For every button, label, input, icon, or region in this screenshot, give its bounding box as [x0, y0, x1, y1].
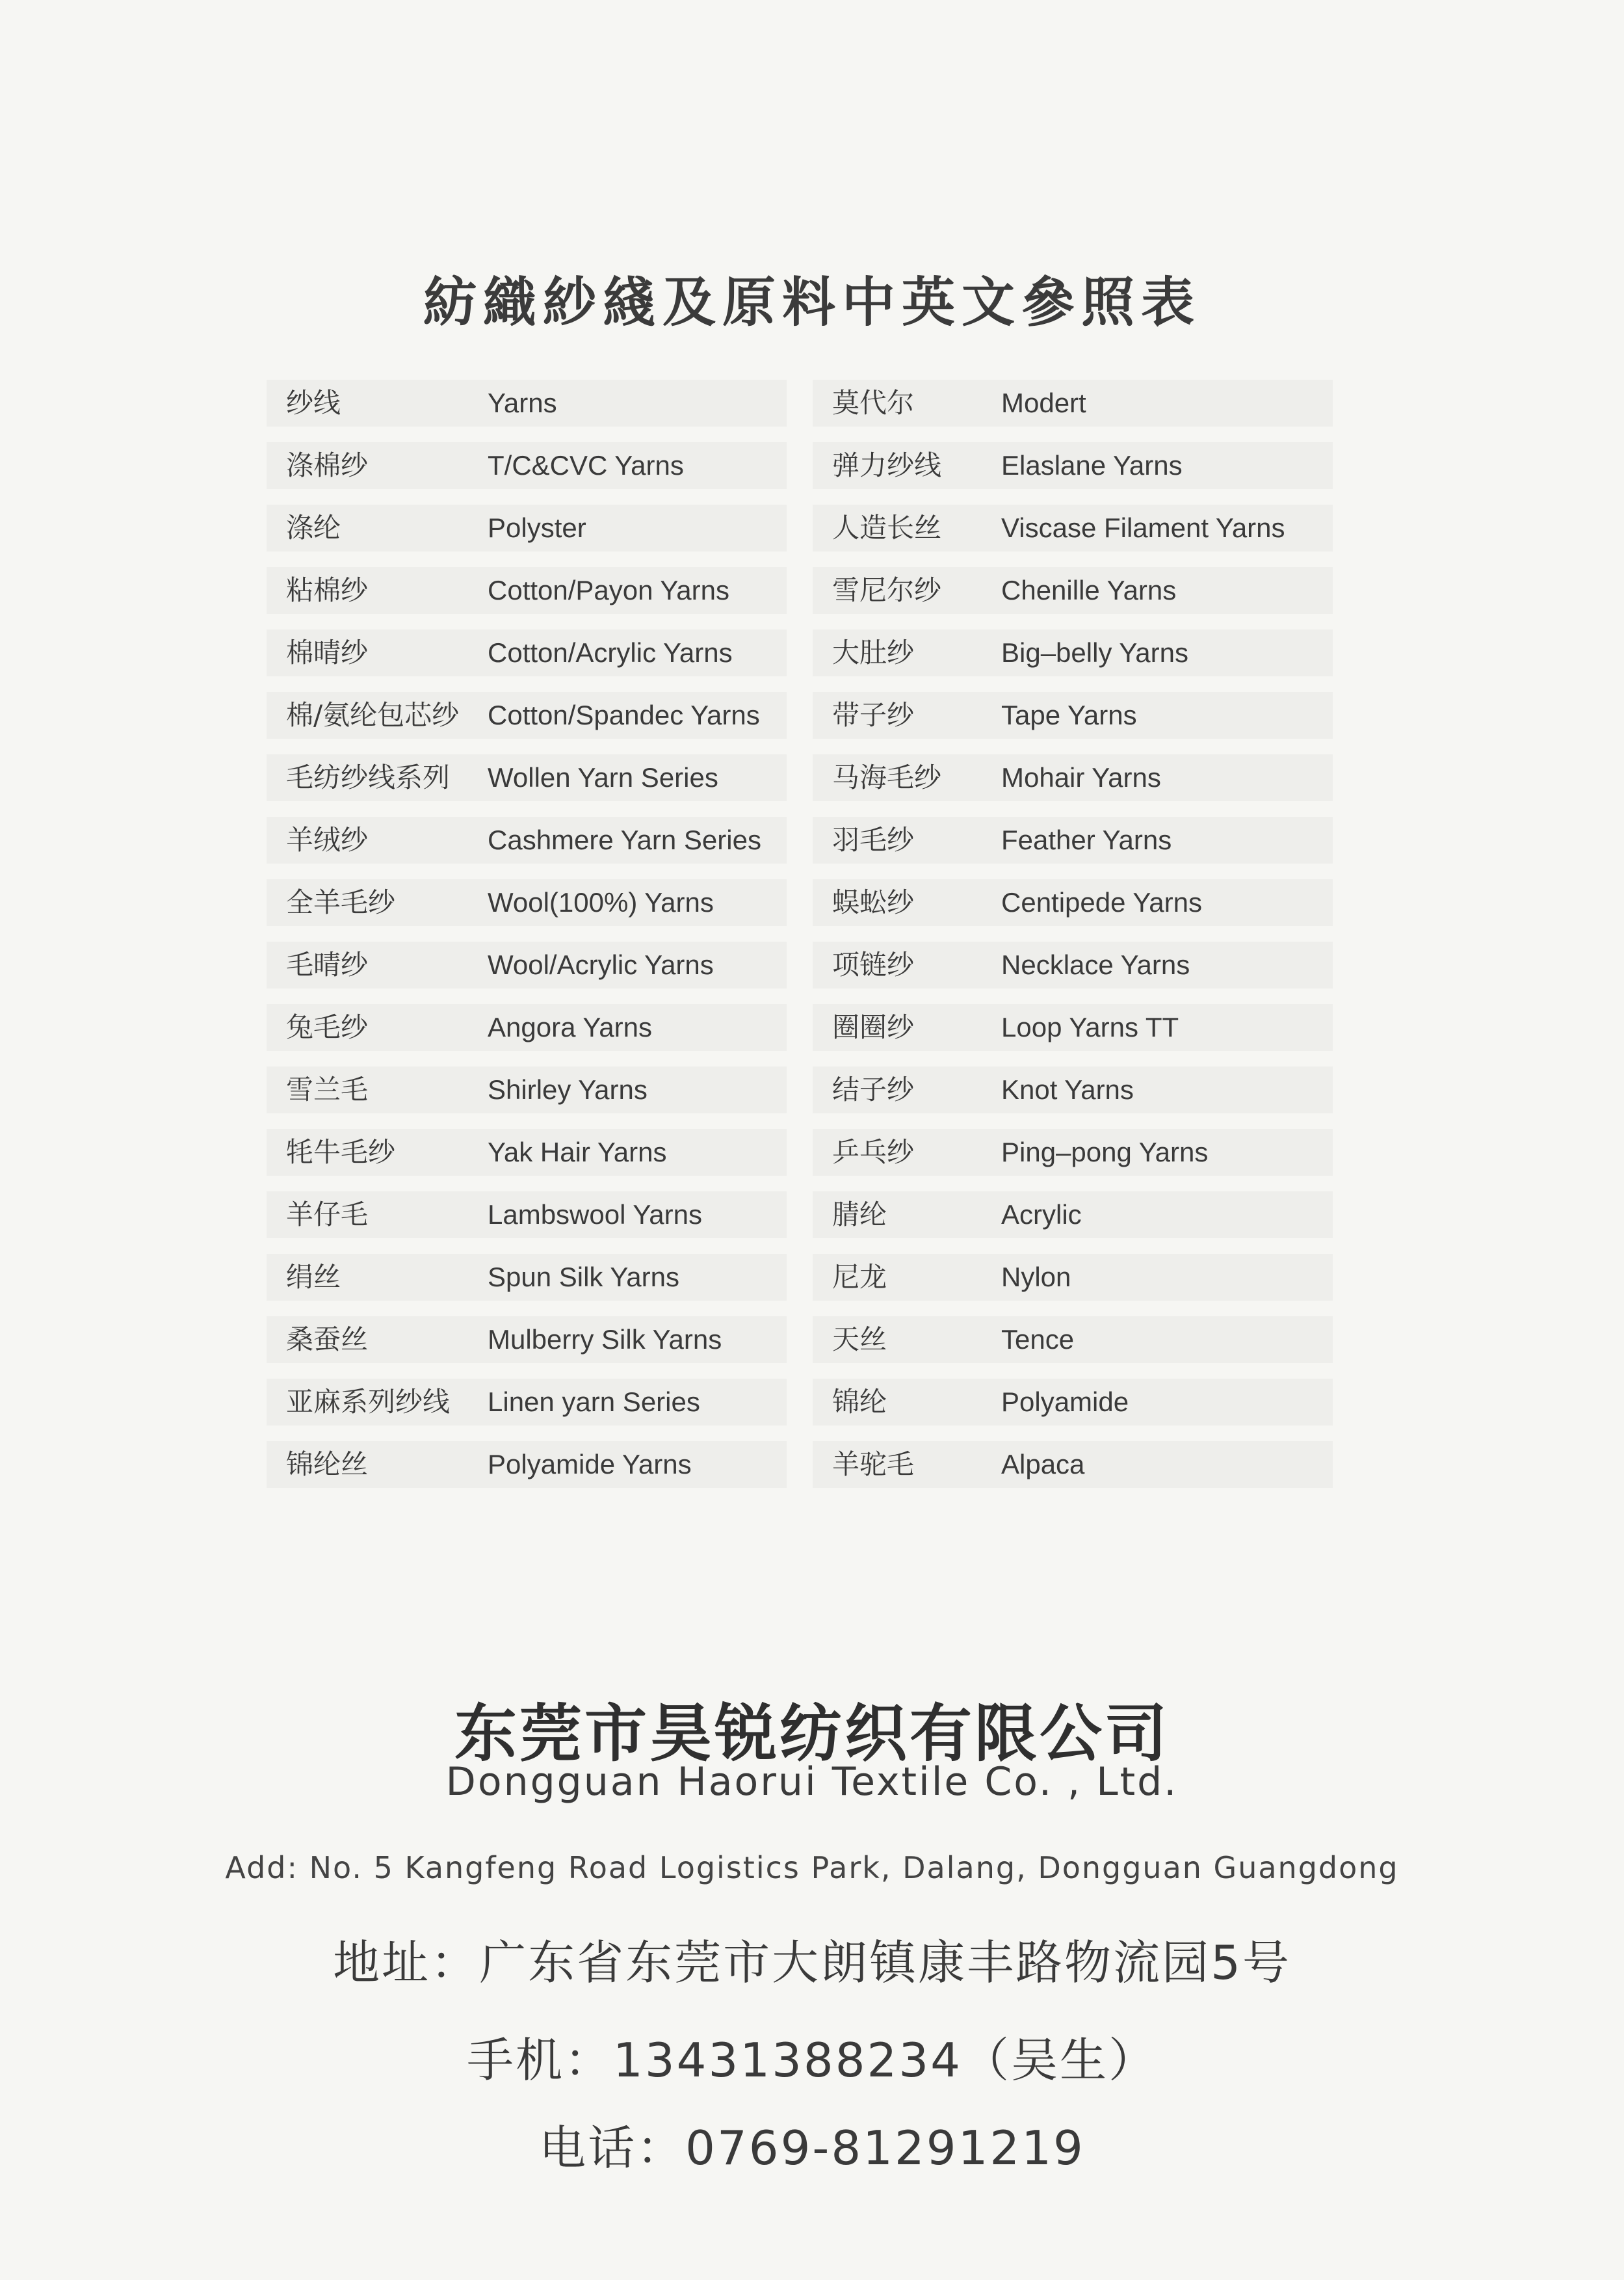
address-en: Add: No. 5 Kangfeng Road Logistics Park, Dalang, Dongguan Guangdong	[225, 1850, 1399, 1885]
term-zh: 尼龙	[832, 1261, 887, 1293]
term-zh: 牦牛毛纱	[286, 1136, 396, 1168]
table-row	[813, 1067, 1333, 1113]
table-row	[267, 817, 787, 864]
term-en: Ping–pong Yarns	[1001, 1137, 1209, 1167]
table-row	[813, 942, 1333, 988]
term-en: Loop Yarns TT	[1001, 1012, 1179, 1042]
term-zh: 桑蚕丝	[286, 1323, 369, 1355]
term-en: Big–belly Yarns	[1001, 637, 1188, 668]
company-name-en: Dongguan Haorui Textile Co. , Ltd.	[445, 1759, 1179, 1805]
term-en: Yarns	[488, 388, 557, 418]
term-en: Nylon	[1001, 1262, 1071, 1292]
table-row	[813, 1129, 1333, 1176]
term-en: Centipede Yarns	[1001, 887, 1202, 918]
term-zh: 马海毛纱	[832, 762, 942, 793]
term-zh: 蜈蚣纱	[832, 886, 915, 918]
term-zh: 乒乓纱	[832, 1136, 915, 1168]
term-zh: 毛晴纱	[286, 949, 369, 981]
term-en: Cotton/Spandec Yarns	[488, 700, 760, 730]
term-zh: 羽毛纱	[832, 824, 915, 856]
term-en: Tape Yarns	[1001, 700, 1137, 730]
page-title: 紡織紗綫及原料中英文參照表	[423, 271, 1201, 334]
table-row	[267, 505, 787, 551]
table-row	[267, 1441, 787, 1488]
table-row	[813, 692, 1333, 739]
term-en: Angora Yarns	[488, 1012, 652, 1042]
term-en: Elaslane Yarns	[1001, 450, 1183, 481]
term-zh: 羊驼毛	[832, 1448, 915, 1480]
term-en: Spun Silk Yarns	[488, 1262, 679, 1292]
term-zh: 莫代尔	[832, 387, 915, 419]
term-zh: 锦纶	[832, 1386, 887, 1418]
table-row	[267, 1129, 787, 1176]
term-zh: 兔毛纱	[286, 1011, 369, 1043]
term-en: Cotton/Payon Yarns	[488, 575, 730, 605]
term-en: Wollen Yarn Series	[488, 762, 718, 793]
term-zh: 棉晴纱	[286, 637, 369, 669]
term-zh: 绢丝	[286, 1261, 341, 1293]
table-row	[267, 942, 787, 988]
table-row	[267, 1379, 787, 1425]
term-en: Acrylic	[1001, 1199, 1082, 1230]
term-zh: 毛纺纱线系列	[286, 762, 451, 793]
table-row	[813, 630, 1333, 676]
term-zh: 天丝	[832, 1323, 887, 1355]
table-row	[813, 1316, 1333, 1363]
term-zh: 涤棉纱	[286, 449, 369, 481]
term-zh: 全羊毛纱	[286, 886, 396, 918]
table-row	[267, 692, 787, 739]
table-row	[813, 1254, 1333, 1301]
mobile-number: 手机：13431388234（吴生）	[467, 2033, 1157, 2088]
term-en: Polyamide Yarns	[488, 1449, 692, 1479]
table-row	[813, 817, 1333, 864]
term-zh: 涤纶	[286, 512, 341, 544]
term-zh: 人造长丝	[832, 512, 942, 544]
term-zh: 弹力纱线	[832, 449, 942, 481]
term-zh: 带子纱	[832, 699, 915, 731]
term-en: Knot Yarns	[1001, 1074, 1134, 1105]
term-zh: 项链纱	[832, 949, 915, 981]
table-row	[813, 754, 1333, 801]
term-en: Yak Hair Yarns	[488, 1137, 667, 1167]
term-zh: 雪尼尔纱	[832, 574, 942, 606]
term-zh: 结子纱	[832, 1074, 915, 1106]
right-column	[813, 380, 1333, 1504]
table-row	[813, 1004, 1333, 1051]
term-zh: 锦纶丝	[286, 1448, 369, 1480]
table-row	[813, 1441, 1333, 1488]
table-row	[813, 442, 1333, 489]
phone-number: 电话：0769-81291219	[539, 2121, 1085, 2175]
term-zh: 羊绒纱	[286, 824, 369, 856]
term-en: Lambswool Yarns	[488, 1199, 702, 1230]
term-en: Wool/Acrylic Yarns	[488, 949, 714, 980]
term-zh: 粘棉纱	[286, 574, 369, 606]
term-zh: 纱线	[286, 387, 341, 419]
term-en: Modert	[1001, 388, 1086, 418]
term-en: Mohair Yarns	[1001, 762, 1161, 793]
term-en: Mulberry Silk Yarns	[488, 1324, 722, 1355]
address-zh: 地址：广东省东莞市大朗镇康丰路物流园5号	[333, 1935, 1291, 1990]
term-zh: 棉/氨纶包芯纱	[286, 699, 460, 731]
table-row	[813, 505, 1333, 551]
term-en: Tence	[1001, 1324, 1075, 1355]
term-en: Viscase Filament Yarns	[1001, 512, 1285, 543]
table-row	[267, 567, 787, 614]
table-row	[813, 879, 1333, 926]
term-en: Polyster	[488, 512, 586, 543]
term-en: Cotton/Acrylic Yarns	[488, 637, 733, 668]
company-name-zh: 东莞市昊锐纺织有限公司	[454, 1697, 1170, 1770]
term-zh: 大肚纱	[832, 637, 915, 669]
term-zh: 雪兰毛	[286, 1074, 369, 1106]
left-column	[267, 380, 787, 1504]
table-row	[267, 1316, 787, 1363]
table-row	[267, 1191, 787, 1238]
term-en: Alpaca	[1001, 1449, 1085, 1479]
table-row	[813, 380, 1333, 427]
table-row	[813, 1191, 1333, 1238]
term-en: Feather Yarns	[1001, 825, 1172, 855]
table-row	[267, 1004, 787, 1051]
table-row	[267, 630, 787, 676]
term-zh: 羊仔毛	[286, 1199, 369, 1230]
term-zh: 圈圈纱	[832, 1011, 915, 1043]
table-row	[267, 754, 787, 801]
table-row	[267, 1254, 787, 1301]
term-zh: 腈纶	[832, 1199, 887, 1230]
term-en: Polyamide	[1001, 1386, 1129, 1417]
table-row	[813, 567, 1333, 614]
term-en: Wool(100%) Yarns	[488, 887, 714, 918]
term-zh: 亚麻系列纱线	[286, 1386, 451, 1418]
table-row	[267, 879, 787, 926]
term-en: Cashmere Yarn Series	[488, 825, 761, 855]
table-row	[813, 1379, 1333, 1425]
term-en: Necklace Yarns	[1001, 949, 1190, 980]
table-row	[267, 442, 787, 489]
term-en: Shirley Yarns	[488, 1074, 648, 1105]
term-en: Chenille Yarns	[1001, 575, 1177, 605]
term-en: T/C&CVC Yarns	[488, 450, 684, 481]
table-row	[267, 380, 787, 427]
table-row	[267, 1067, 787, 1113]
term-en: Linen yarn Series	[488, 1386, 700, 1417]
